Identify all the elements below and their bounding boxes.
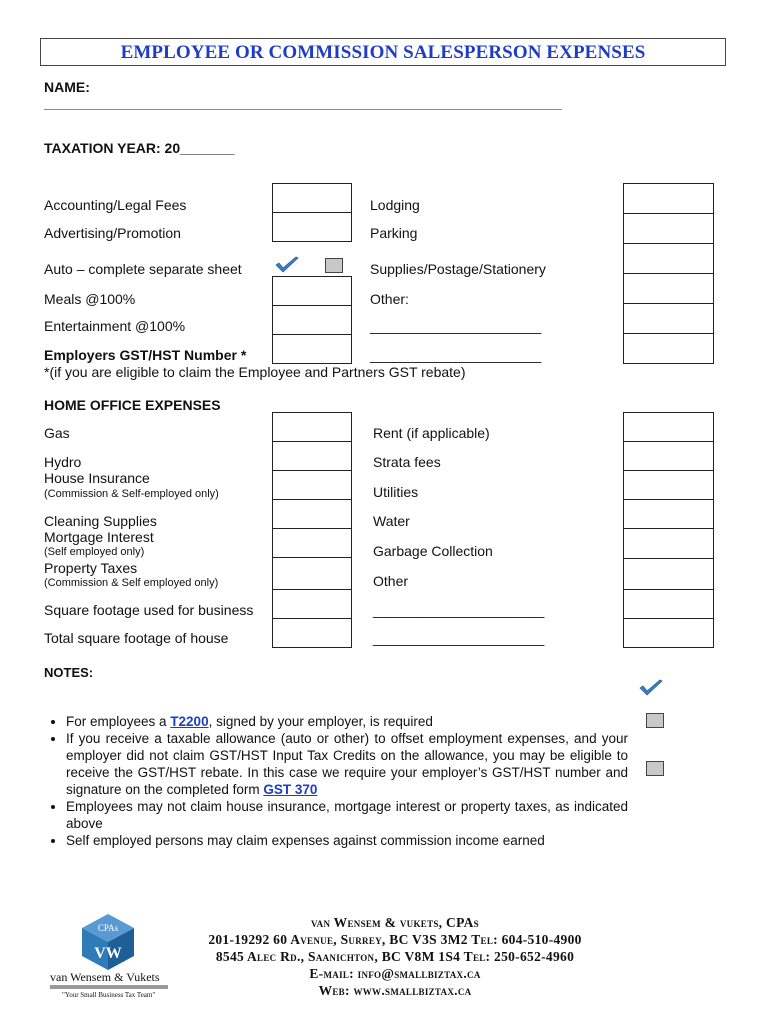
- checkmark-icon[interactable]: [638, 678, 664, 698]
- logo-initials: VW: [94, 945, 122, 962]
- logo-name: van Wensem & Vukets: [50, 970, 160, 984]
- amount-box[interactable]: [272, 212, 352, 242]
- expense-label: House Insurance: [44, 470, 150, 486]
- amount-box[interactable]: [623, 333, 714, 364]
- expense-note: (Self employed only): [44, 546, 145, 558]
- amount-box[interactable]: [272, 412, 352, 442]
- amount-box[interactable]: [272, 499, 352, 529]
- blank-line[interactable]: ______________________: [373, 630, 545, 646]
- name-line[interactable]: ______________________________________________________________________________: [44, 96, 562, 111]
- expense-label: Gas: [44, 425, 70, 441]
- page-title: EMPLOYEE OR COMMISSION SALESPERSON EXPENSES: [120, 42, 646, 63]
- list-item: • Self employed persons may claim expenses against commission income earned: [66, 832, 628, 849]
- expense-label: Supplies/Postage/Stationery: [370, 261, 546, 277]
- gray-checkbox-icon[interactable]: [646, 761, 664, 776]
- amount-box[interactable]: [272, 276, 352, 306]
- expense-label: Advertising/Promotion: [44, 225, 181, 241]
- expense-label: Hydro: [44, 454, 82, 470]
- checkmark-icon[interactable]: [274, 255, 300, 275]
- blank-line[interactable]: ______________________: [370, 318, 542, 334]
- expense-label: Mortgage Interest: [44, 529, 154, 545]
- amount-box[interactable]: [272, 470, 352, 500]
- amount-box[interactable]: [623, 213, 714, 244]
- expense-label: Rent (if applicable): [373, 425, 490, 441]
- amount-box[interactable]: [623, 441, 714, 471]
- amount-box[interactable]: [272, 441, 352, 471]
- expense-label: Auto – complete separate sheet: [44, 261, 242, 277]
- tax-year-label[interactable]: TAXATION YEAR: 20_______: [44, 140, 235, 156]
- list-item: • Employees may not claim house insurance, mortgage interest or property taxes, as indicated above: [66, 798, 628, 832]
- blank-line[interactable]: ______________________: [370, 347, 542, 363]
- expense-label: Accounting/Legal Fees: [44, 197, 187, 213]
- amount-box[interactable]: [272, 334, 352, 364]
- gst-number-label: Employers GST/HST Number *: [44, 347, 247, 363]
- expense-note: (Commission & Self-employed only): [44, 488, 219, 500]
- gst-note: *(if you are eligible to claim the Employee and Partners GST rebate): [44, 364, 466, 380]
- amount-box[interactable]: [623, 499, 714, 529]
- expense-label: Parking: [370, 225, 418, 241]
- expense-label: Water: [373, 513, 410, 529]
- amount-box[interactable]: [623, 183, 714, 214]
- amount-box[interactable]: [272, 618, 352, 648]
- footer-web[interactable]: Web: www.smallbiztax.ca: [318, 983, 472, 998]
- footer-firm: van Wensem & vukets, CPAs: [311, 915, 479, 930]
- amount-box[interactable]: [623, 470, 714, 500]
- expense-label: Lodging: [370, 197, 420, 213]
- amount-box[interactable]: [623, 303, 714, 334]
- gst370-link[interactable]: GST 370: [263, 782, 318, 797]
- home-office-heading: HOME OFFICE EXPENSES: [44, 397, 221, 413]
- company-logo: [40, 912, 175, 1002]
- gray-checkbox-icon[interactable]: [646, 713, 664, 728]
- amount-box[interactable]: [623, 243, 714, 274]
- logo-tagline: "Your Small Business Tax Team": [62, 991, 156, 999]
- name-label: NAME:: [44, 79, 90, 95]
- expense-label: Cleaning Supplies: [44, 513, 157, 529]
- amount-box[interactable]: [623, 412, 714, 442]
- expense-label: Total square footage of house: [44, 630, 229, 646]
- expense-label: Garbage Collection: [373, 543, 493, 559]
- amount-box[interactable]: [623, 528, 714, 559]
- expense-label: Meals @100%: [44, 291, 136, 307]
- amount-box[interactable]: [272, 305, 352, 335]
- logo-cpas: CPAs: [97, 923, 119, 933]
- amount-box[interactable]: [623, 589, 714, 619]
- amount-box[interactable]: [272, 589, 352, 619]
- amount-box[interactable]: [623, 618, 714, 648]
- list-item: • For employees a T2200, signed by your employer, is required: [66, 713, 628, 730]
- amount-box[interactable]: [623, 273, 714, 304]
- footer-address-2: 8545 Alec Rd., Saanichton, BC V8M 1S4 Tel: 250-652-4960: [215, 949, 575, 964]
- footer-address-1: 201-19292 60 Avenue, Surrey, BC V3S 3M2 Tel: 604-510-4900: [208, 932, 582, 947]
- blank-line[interactable]: ______________________: [373, 602, 545, 618]
- expense-label: Entertainment @100%: [44, 318, 186, 334]
- expense-label: Strata fees: [373, 454, 441, 470]
- expense-label: Other: [373, 573, 409, 589]
- t2200-link[interactable]: T2200: [170, 714, 209, 729]
- expense-label: Utilities: [373, 484, 419, 500]
- amount-box[interactable]: [272, 557, 352, 590]
- amount-box[interactable]: [272, 183, 352, 213]
- notes-list: [20, 713, 628, 849]
- amount-box[interactable]: [272, 528, 352, 558]
- title-box: [40, 38, 726, 66]
- gray-checkbox-icon[interactable]: [325, 258, 343, 273]
- logo-cube-icon: [78, 912, 138, 972]
- logo-divider: [50, 985, 168, 989]
- footer-email[interactable]: E-mail: info@smallbiztax.ca: [309, 966, 481, 981]
- expense-label: Property Taxes: [44, 560, 138, 576]
- list-item: • If you receive a taxable allowance (auto or other) to offset employment expenses, and your employer did not claim GST/HST Input Tax Credits on the allowance, you may be eligible to receive the GST/HST rebate. In this case we require your employer’s GST/HST number and signature on the completed form GST 370: [66, 730, 628, 798]
- expense-label: Other:: [370, 291, 409, 307]
- notes-heading: NOTES:: [44, 665, 94, 680]
- expense-label: Square footage used for business: [44, 602, 254, 618]
- amount-box[interactable]: [623, 558, 714, 590]
- expense-note: (Commission & Self employed only): [44, 577, 219, 589]
